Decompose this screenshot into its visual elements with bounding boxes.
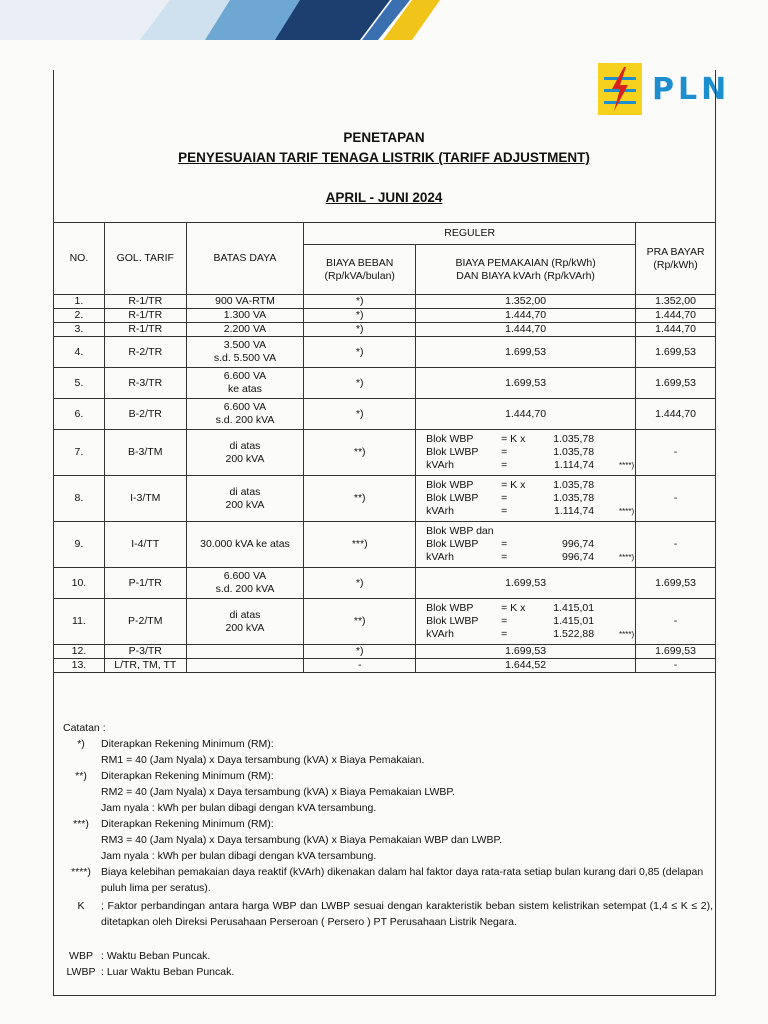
blok-label: Blok WBP [426,479,474,491]
cell-batas-daya [186,337,304,368]
table-row [54,295,716,309]
blok-label: kVArh [426,505,454,517]
cell-gol-tarif: R-2/TR [104,337,186,368]
table-row [54,568,716,599]
cell-gol-tarif: P-1/TR [104,568,186,599]
blok-line [426,479,635,492]
blok-line [426,492,635,505]
cell-prabayar: 1.699,53 [636,568,716,599]
cell-batas-daya [186,476,304,522]
cell-no: 13. [54,659,105,673]
cell-no: 7. [54,430,105,476]
cell-prabayar: - [636,430,716,476]
batas-daya-line: 200 kVA [225,621,265,634]
cell-no: 12. [54,645,105,659]
header-prabayar [636,223,716,295]
blok-line [426,538,635,551]
note-line: RM3 = 40 (Jam Nyala) x Daya tersambung (kVA) x Biaya Pemakaian WBP dan LWBP. [101,834,503,846]
blok-footnote [594,538,634,551]
blok-operator: = [501,538,508,550]
cell-prabayar: 1.444,70 [636,323,716,337]
cell-prabayar: - [636,659,716,673]
cell-batas-daya [186,599,304,645]
blok-operator: = [501,628,508,640]
blok-value: 1.035,78 [553,446,595,458]
batas-daya-line: 6.600 VA [223,401,267,413]
cell-prabayar: 1.699,53 [636,337,716,368]
note-line: RM2 = 40 (Jam Nyala) x Daya tersambung (kVA) x Biaya Pemakaian LWBP. [101,786,455,798]
cell-gol-tarif: P-3/TR [104,645,186,659]
note-line: Diterapkan Rekening Minimum (RM): [101,770,274,782]
tariff-table-body [54,295,716,673]
blok-footnote [594,525,634,538]
table-row [54,659,716,673]
blok-operator: = [501,551,508,563]
blok-line [426,525,635,538]
batas-daya-line: di atas [229,608,261,621]
header-prabayar-line2: (Rp/kWh) [653,258,698,271]
blok-footnote [594,433,634,446]
blok-operator: = [501,459,508,471]
cell-biaya-beban: **) [304,430,416,476]
blok-value: 996,74 [561,538,595,550]
note-lwbp [63,964,713,980]
note-wbp-text: : Waktu Beban Puncak. [101,950,211,962]
blok-operator: = [501,446,508,458]
note-wbp [63,948,713,964]
note-mark: *) [77,738,85,750]
blok-label: Blok WBP [426,602,474,614]
header-biaya-beban [304,245,416,295]
cell-gol-tarif: R-1/TR [104,309,186,323]
cell-batas-daya [186,568,304,599]
blok-line [426,628,635,641]
blok-label: Blok LWBP [426,492,479,504]
cell-biaya-beban: *) [304,295,416,309]
header-beban-line2: (Rp/kVA/bulan) [324,269,395,282]
cell-biaya-pemakaian [416,522,636,568]
cell-biaya-pemakaian: 1.444,70 [416,399,636,430]
cell-gol-tarif: R-1/TR [104,295,186,309]
blok-operator: = [501,505,508,517]
batas-daya-line: 200 kVA [225,452,265,465]
cell-no: 4. [54,337,105,368]
batas-daya-line: 6.600 VA [223,370,267,382]
cell-biaya-pemakaian [416,599,636,645]
table-row [54,476,716,522]
table-row [54,599,716,645]
note-line: RM1 = 40 (Jam Nyala) x Daya tersambung (kVA) x Biaya Pemakaian. [101,754,425,766]
cell-biaya-pemakaian: 1.444,70 [416,323,636,337]
cell-batas-daya [186,368,304,399]
blok-label: kVArh [426,628,454,640]
blok-label: kVArh [426,459,454,471]
cell-batas-daya [186,399,304,430]
header-prabayar-line1: PRA BAYAR [646,245,705,258]
batas-daya-line: s.d. 200 kVA [215,414,275,426]
batas-daya-line: 200 kVA [225,498,265,511]
note-line: Diterapkan Rekening Minimum (RM): [101,738,274,750]
batas-daya-line: 6.600 VA [223,570,267,582]
blok-operator: = [501,615,508,627]
cell-batas-daya [186,323,304,337]
tariff-table [53,222,716,673]
table-row [54,337,716,368]
cell-prabayar: 1.699,53 [636,645,716,659]
cell-no: 1. [54,295,105,309]
title-line-1: PENETAPAN [343,130,425,145]
notes-heading: Catatan : [63,722,106,734]
cell-biaya-pemakaian: 1.644,52 [416,659,636,673]
blok-footnote [594,492,634,505]
blok-label: kVArh [426,551,454,563]
note-line: Biaya kelebihan pemakaian daya reaktif (kVArh) dikenakan dalam hal faktor daya rata-rata setiap bulan kurang dari 0,85 (delapan puluh lima per seratus). [101,866,704,894]
title-line-2: PENYESUAIAN TARIF TENAGA LISTRIK (TARIFF ADJUSTMENT) [178,150,590,165]
cell-biaya-beban: *) [304,309,416,323]
blok-value: 1.114,74 [554,505,595,517]
cell-biaya-beban: *) [304,568,416,599]
cell-batas-daya [186,309,304,323]
batas-daya-line: s.d. 200 kVA [215,583,275,595]
blok-value: 1.522,88 [553,628,595,640]
blok-value: 1.415,01 [553,602,595,614]
cell-gol-tarif: R-1/TR [104,323,186,337]
table-row [54,323,716,337]
blok-value: 1.114,74 [554,459,595,471]
cell-biaya-beban: ***) [304,522,416,568]
cell-batas-daya [186,645,304,659]
notes-section [63,720,713,980]
note-k-text: ; Faktor perbandingan antara harga WBP dan LWBP sesuai dengan karakteristik beban sistem kelistrikan setempat (1,4 ≤ K ≤ 2), ditetapkan oleh Direksi Perusahaan Perseroan ( Persero ) PT Perusahaan Listrik Negara. [101,900,713,928]
cell-biaya-beban: *) [304,368,416,399]
cell-biaya-pemakaian [416,430,636,476]
note-mark: ****) [71,866,91,878]
header-banner [0,0,768,40]
cell-no: 11. [54,599,105,645]
blok-line [426,446,635,459]
cell-prabayar: - [636,522,716,568]
note-lwbp-mark: LWBP [66,966,96,978]
header-pakai-line1: BIAYA PEMAKAIAN (Rp/kWh) [455,256,596,269]
cell-gol-tarif: B-2/TR [104,399,186,430]
cell-biaya-pemakaian [416,476,636,522]
cell-biaya-beban: *) [304,645,416,659]
blok-line [426,433,635,446]
cell-no: 9. [54,522,105,568]
cell-biaya-beban: *) [304,323,416,337]
blok-value: 1.035,78 [553,479,595,491]
blok-footnote [594,615,634,628]
blok-line [426,551,635,564]
cell-batas-daya [186,430,304,476]
cell-biaya-beban: **) [304,599,416,645]
batas-daya-line: 2.200 VA [223,323,267,335]
blok-footnote: ****) [618,630,635,639]
table-row [54,309,716,323]
blok-label: Blok LWBP [426,615,479,627]
cell-biaya-pemakaian: 1.699,53 [416,368,636,399]
note-text [101,736,713,768]
table-row [54,430,716,476]
header-biaya-pemakaian [416,245,636,295]
period-title: APRIL - JUNI 2024 [325,190,443,205]
blok-operator [501,525,546,538]
note-mark: **) [75,770,87,782]
blok-value [546,525,594,538]
batas-daya-line: di atas [229,439,261,452]
cell-prabayar: 1.352,00 [636,295,716,309]
header-no: NO. [54,223,105,295]
batas-daya-line: 1.300 VA [223,309,267,321]
blok-footnote [594,446,634,459]
note-line: Diterapkan Rekening Minimum (RM): [101,818,274,830]
blok-label: Blok WBP [426,433,474,445]
cell-no: 10. [54,568,105,599]
header-pakai-line2: DAN BIAYA kVArh (Rp/kVArh) [456,269,595,282]
note-k-mark: K [77,900,85,912]
blok-value: 996,74 [561,551,595,563]
note-lwbp-text: : Luar Waktu Beban Puncak. [101,966,235,978]
note-text [101,864,713,896]
cell-biaya-beban: *) [304,399,416,430]
header-reguler: REGULER [304,223,636,245]
table-row [54,645,716,659]
header-batas-daya: BATAS DAYA [186,223,304,295]
blok-value: 1.035,78 [553,433,595,445]
cell-batas-daya [186,659,304,673]
cell-gol-tarif: P-2/TM [104,599,186,645]
batas-daya-line: 30.000 kVA ke atas [200,538,290,550]
batas-daya-line: 900 VA-RTM [215,295,275,307]
blok-value: 1.035,78 [553,492,595,504]
cell-gol-tarif: R-3/TR [104,368,186,399]
notes-list [63,736,713,896]
blok-line [426,602,635,615]
blok-footnote: ****) [618,553,635,562]
note-line: Jam nyala : kWh per bulan dibagi dengan kVA tersambung. [101,850,377,862]
cell-biaya-pemakaian: 1.699,53 [416,645,636,659]
blok-value: 1.415,01 [553,615,595,627]
cell-no: 6. [54,399,105,430]
cell-batas-daya [186,522,304,568]
cell-biaya-pemakaian: 1.444,70 [416,309,636,323]
batas-daya-line: di atas [229,485,261,498]
cell-gol-tarif: B-3/TM [104,430,186,476]
note-item [63,816,713,864]
batas-daya-line: 3.500 VA [223,339,267,351]
note-mark: ***) [73,818,89,830]
table-row [54,522,716,568]
blok-footnote [594,479,634,492]
blok-operator: = K x [501,479,526,491]
cell-biaya-pemakaian: 1.699,53 [416,568,636,599]
note-k [63,898,713,930]
blok-line [426,459,635,472]
cell-prabayar: 1.699,53 [636,368,716,399]
note-text [101,768,713,816]
header-gol-tarif: GOL. TARIF [104,223,186,295]
cell-biaya-beban: *) [304,337,416,368]
cell-biaya-pemakaian: 1.352,00 [416,295,636,309]
cell-gol-tarif: L/TR, TM, TT [104,659,186,673]
blok-footnote: ****) [618,507,635,516]
table-row [54,368,716,399]
blok-label: Blok WBP dan [426,525,494,537]
note-item [63,768,713,816]
cell-prabayar: - [636,599,716,645]
blok-footnote [594,602,634,615]
batas-daya-line: ke atas [228,383,262,395]
cell-biaya-pemakaian: 1.699,53 [416,337,636,368]
note-line: Jam nyala : kWh per bulan dibagi dengan kVA tersambung. [101,802,377,814]
blok-label: Blok LWBP [426,446,479,458]
cell-no: 5. [54,368,105,399]
note-item [63,736,713,768]
batas-daya-line: s.d. 5.500 VA [213,352,277,364]
cell-gol-tarif: I-3/TM [104,476,186,522]
note-text [101,816,713,864]
cell-batas-daya [186,295,304,309]
cell-no: 8. [54,476,105,522]
table-row [54,399,716,430]
blok-footnote: ****) [618,461,635,470]
cell-prabayar: 1.444,70 [636,399,716,430]
blok-line [426,505,635,518]
cell-biaya-beban: - [304,659,416,673]
cell-no: 3. [54,323,105,337]
blok-operator: = K x [501,433,526,445]
blok-operator: = [501,492,508,504]
cell-no: 2. [54,309,105,323]
note-wbp-mark: WBP [69,950,93,962]
cell-biaya-beban: **) [304,476,416,522]
cell-prabayar: - [636,476,716,522]
note-item [63,864,713,896]
brand-name: PLN [652,71,731,107]
cell-gol-tarif: I-4/TT [104,522,186,568]
blok-line [426,615,635,628]
blok-operator: = K x [501,602,526,614]
header-beban-line1: BIAYA BEBAN [326,256,394,269]
cell-prabayar: 1.444,70 [636,309,716,323]
blok-label: Blok LWBP [426,538,479,550]
